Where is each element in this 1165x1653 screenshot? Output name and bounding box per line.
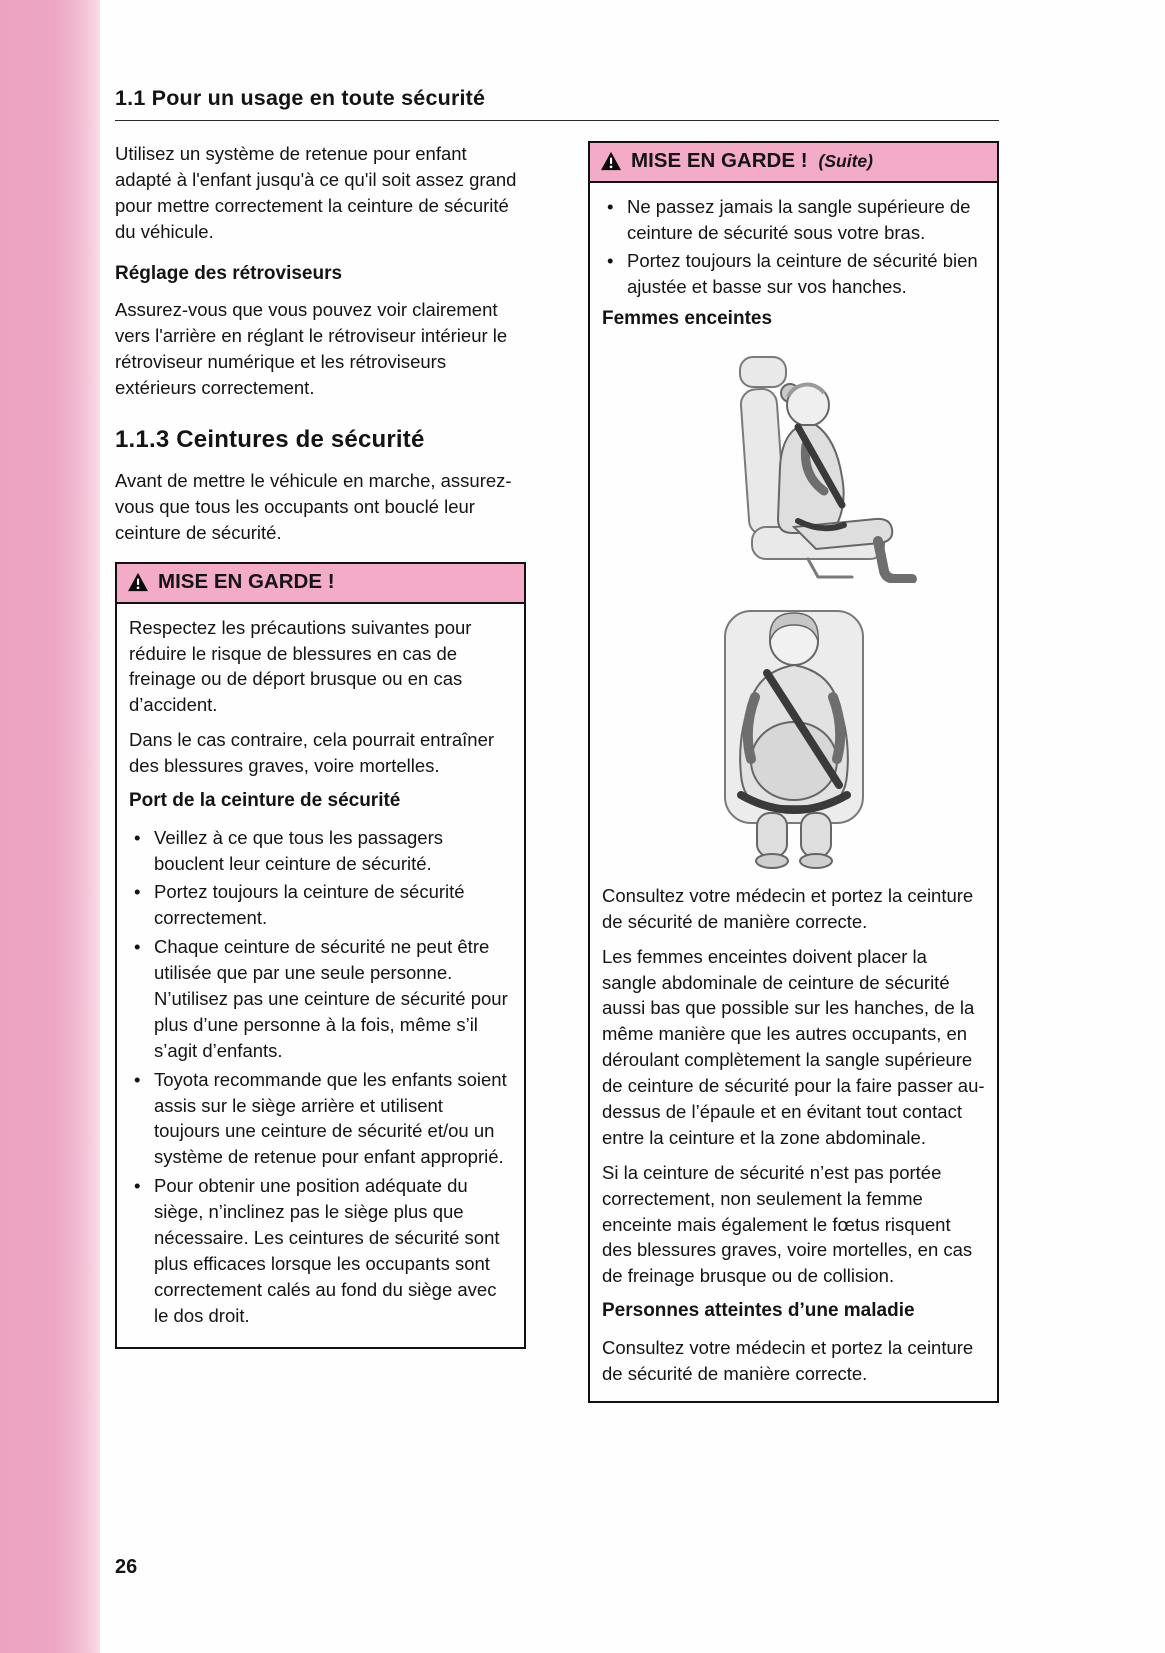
paragraph-consult-doctor-2: Consultez votre médecin et portez la ceinture de sécurité de manière correcte. [602, 1336, 974, 1384]
bullet-item: • Veillez à ce que tous les passagers bouclent leur ceinture de sécurité. [129, 825, 512, 877]
section-breadcrumb-header: 1.1 Pour un usage en toute sécurité [115, 86, 999, 121]
warning-body-left [115, 604, 526, 1349]
paragraph-injury-risk: Si la ceinture de sécurité n’est pas portée correctement, non seulement la femme enceinte mais également le fœtus risquent des blessures graves, voire mortelles, en cas de freinage brusque ou de collision. [602, 1161, 973, 1287]
paragraph-seatbelts-intro: Avant de mettre le véhicule en marche, assurez-vous que tous les occupants ont bouclé leur ceinture de sécurité. [115, 470, 512, 544]
illustration-pregnant-front-view [602, 589, 985, 871]
warning-header-left [115, 562, 526, 604]
warning-bullet-list-right [602, 194, 985, 301]
warning-continued-label: (Suite) [818, 151, 873, 172]
paragraph-child-restraint: Utilisez un système de retenue pour enfant adapté à l'enfant jusqu'à ce qu'il soit assez grand pour mettre correctement la ceinture de sécurité du véhicule. [115, 143, 517, 242]
page-number: 26 [115, 1556, 138, 1578]
paragraph-pregnant-belt-placement: Les femmes enceintes doivent placer la sangle abdominale de ceinture de sécurité aussi bas que possible sur les hanches, de la même manière que les autres occupants, en déroulant complètement la sangle supérieure de ceinture de sécurité pour la faire passer au-dessus de l’épaule et en évitant tout contact entre la ceinture et la zone abdominale. [602, 945, 985, 1148]
warning-paragraph: Dans le cas contraire, cela pourrait entraîner des blessures graves, voire mortelles. [129, 729, 495, 777]
heading-pregnant-women: Femmes enceintes [602, 308, 773, 330]
heading-seatbelt-wearing: Port de la ceinture de sécurité [129, 790, 401, 812]
warning-title: MISE EN GARDE ! [631, 149, 808, 172]
pregnant-woman-side-view-drawing [648, 345, 940, 583]
page-edge-pink-strip [0, 0, 100, 1653]
bullet-item: • Pour obtenir une position adéquate du siège, n’inclinez pas le siège plus que nécessaire. Les ceintures de sécurité sont plus efficaces lorsque les occupants sont correctement calés au fond du siège avec le dos droit. [129, 1173, 512, 1328]
column-right [588, 141, 999, 1403]
warning-bullet-list-left [129, 825, 512, 1329]
warning-box-right-continued [588, 141, 999, 1403]
column-left [115, 141, 526, 1349]
page-content [115, 86, 999, 1403]
warning-body-right [588, 183, 999, 1403]
bullet-item: • Portez toujours la ceinture de sécurité bien ajustée et basse sur vos hanches. [602, 248, 985, 300]
pregnant-woman-front-view-drawing [681, 589, 907, 871]
heading-mirror-adjustment: Réglage des rétroviseurs [115, 262, 343, 284]
illustration-pregnant-side-view [602, 345, 985, 583]
two-column-layout [115, 141, 999, 1403]
warning-header-right [588, 141, 999, 183]
paragraph-consult-doctor: Consultez votre médecin et portez la ceinture de sécurité de manière correcte. [602, 884, 974, 932]
section-heading-seatbelts: 1.1.3 Ceintures de sécurité [115, 425, 425, 453]
bullet-item: • Ne passez jamais la sangle supérieure de ceinture de sécurité sous votre bras. [602, 194, 985, 246]
warning-box-left [115, 562, 526, 1349]
warning-triangle-icon [127, 572, 149, 592]
heading-persons-with-illness: Personnes atteintes d’une maladie [602, 1300, 915, 1322]
warning-title: MISE EN GARDE ! [158, 569, 335, 593]
bullet-item: • Portez toujours la ceinture de sécurité correctement. [129, 879, 512, 931]
bullet-item: • Toyota recommande que les enfants soient assis sur le siège arrière et utilisent toujours une ceinture de sécurité et/ou un système de retenue pour enfant approprié. [129, 1067, 512, 1171]
warning-paragraph: Respectez les précautions suivantes pour réduire le risque de blessures en cas de freinage ou de déport brusque ou en cas d’accident. [129, 616, 472, 716]
warning-triangle-icon [600, 151, 622, 171]
paragraph-mirror-adjustment: Assurez-vous que vous pouvez voir clairement vers l'arrière en réglant le rétroviseur intérieur le rétroviseur numérique et les rétroviseurs extérieurs correctement. [115, 299, 508, 398]
bullet-item: • Chaque ceinture de sécurité ne peut être utilisée que par une seule personne. N’utilisez pas une ceinture de sécurité pour plus d’une personne à la fois, même s’il s’agit d’enfants. [129, 934, 512, 1063]
